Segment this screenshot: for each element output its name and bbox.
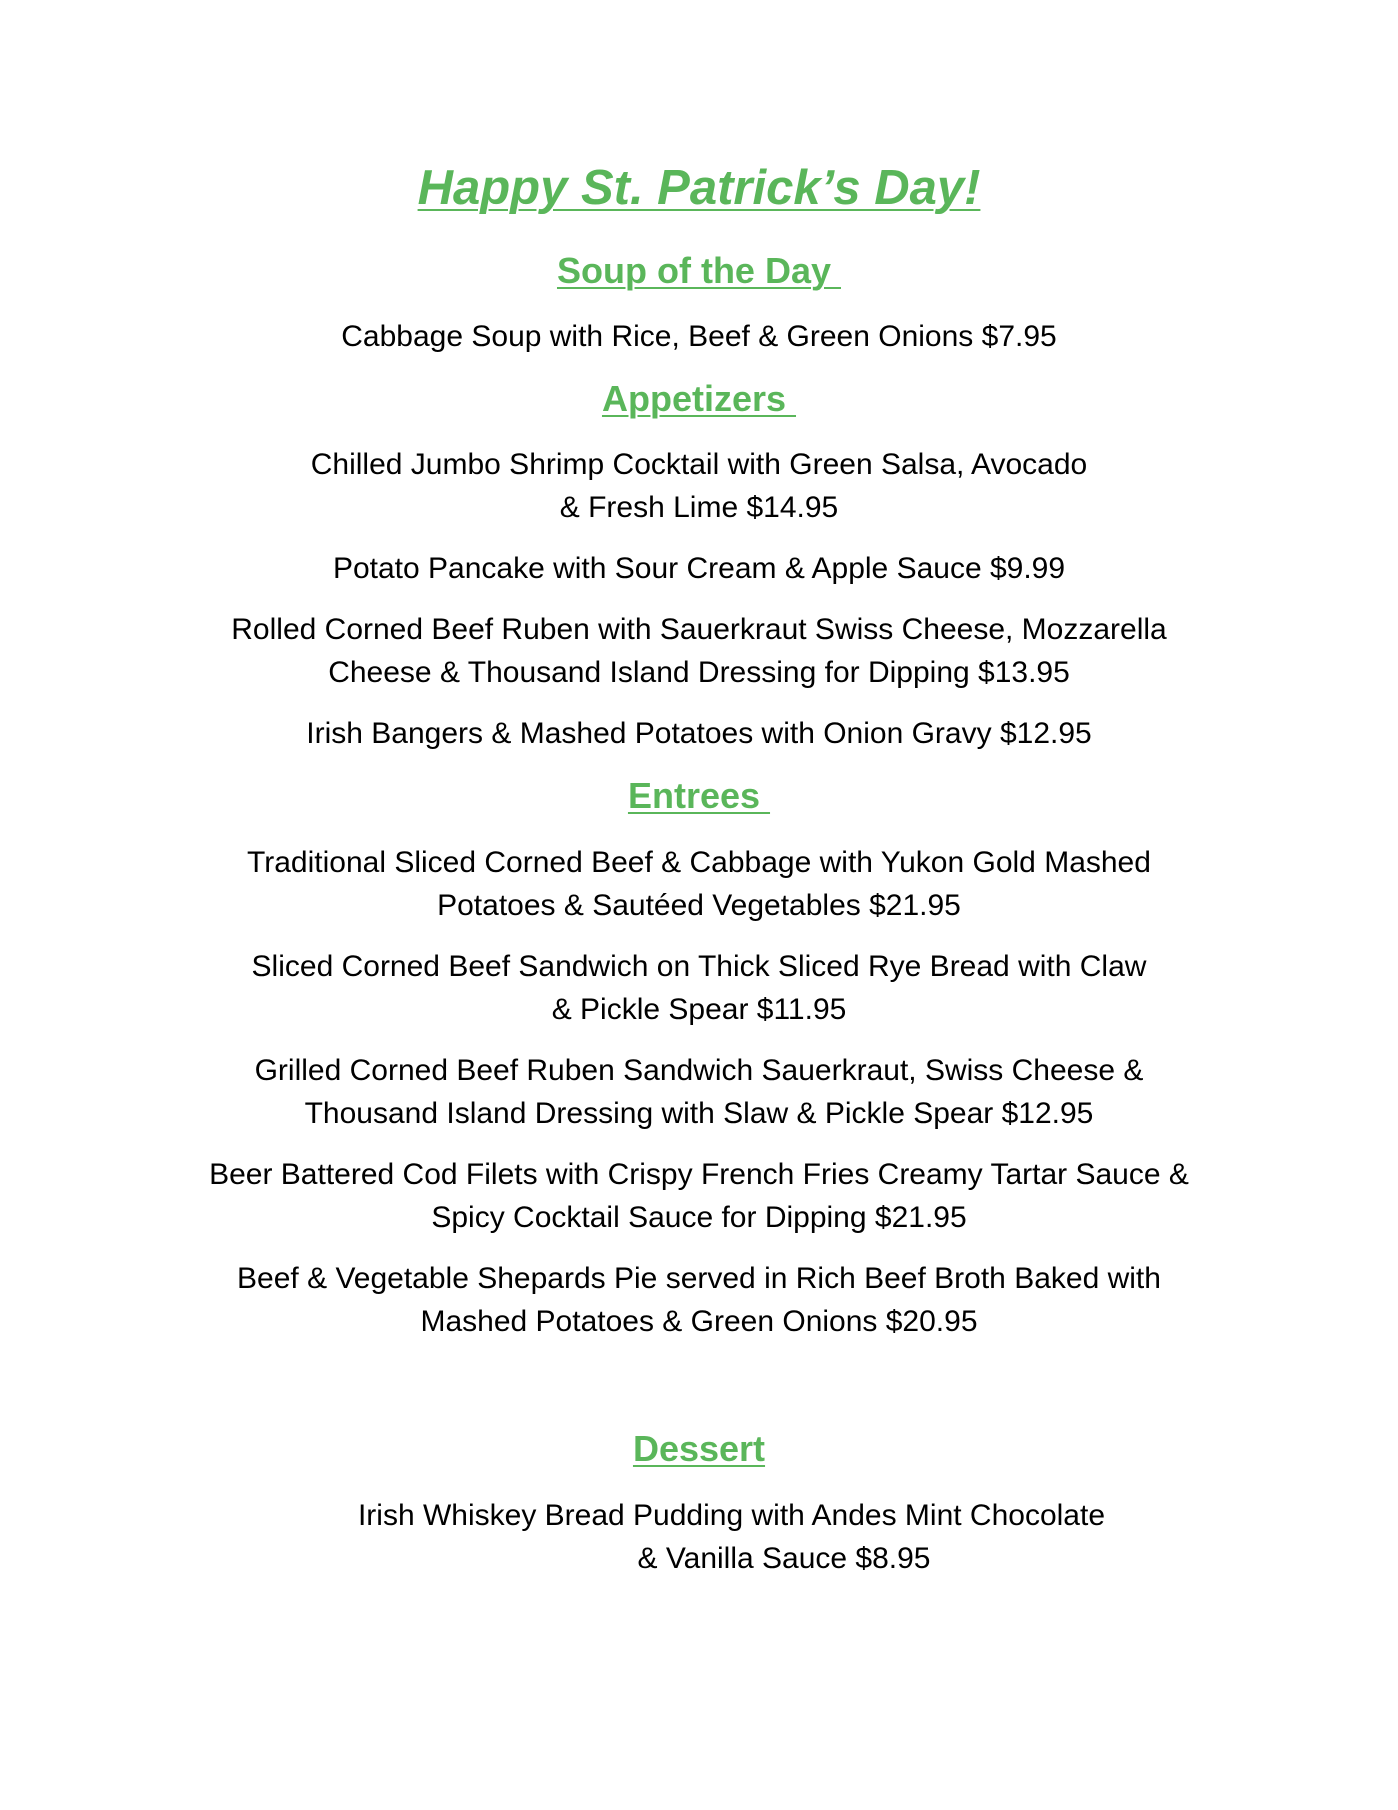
menu-item	[0, 841, 1398, 927]
menu-item-line: & Fresh Lime $14.95	[559, 491, 839, 524]
menu-item-line: Chilled Jumbo Shrimp Cocktail with Green Salsa, Avocado	[310, 448, 1088, 481]
menu-item-line: Mashed Potatoes & Green Onions $20.95	[420, 1305, 978, 1338]
menu-item	[0, 1494, 1398, 1580]
menu-item-line: Potatoes & Sautéed Vegetables $21.95	[437, 889, 961, 922]
menu-item-line: Spicy Cocktail Sauce for Dipping $21.95	[431, 1201, 967, 1234]
menu-item	[0, 1049, 1398, 1135]
menu-item-line: Irish Bangers & Mashed Potatoes with Onion Gravy $12.95	[306, 717, 1092, 750]
menu-item-line: Cabbage Soup with Rice, Beef & Green Onions $7.95	[341, 320, 1057, 353]
section-heading-soup: Soup of the Day	[556, 250, 841, 291]
menu-item	[0, 712, 1398, 755]
menu-item-line: Rolled Corned Beef Ruben with Sauerkraut Swiss Cheese, Mozzarella	[231, 613, 1167, 646]
section-heading-dessert: Dessert	[632, 1428, 766, 1469]
menu-item-line: Traditional Sliced Corned Beef & Cabbage with Yukon Gold Mashed	[247, 846, 1151, 879]
menu-item-line: Beer Battered Cod Filets with Crispy French Fries Creamy Tartar Sauce &	[209, 1158, 1189, 1191]
menu-item-line: & Pickle Spear $11.95	[551, 993, 847, 1026]
menu-item	[0, 608, 1398, 694]
menu-item	[0, 945, 1398, 1031]
menu-item	[0, 443, 1398, 529]
menu-item	[0, 1153, 1398, 1239]
section-heading-entrees: Entrees	[627, 775, 771, 816]
menu-item-line: Grilled Corned Beef Ruben Sandwich Sauerkraut, Swiss Cheese &	[254, 1054, 1144, 1087]
page-title: Happy St. Patrick’s Day!	[417, 161, 981, 215]
section-heading-appetizers: Appetizers	[601, 378, 797, 419]
menu-item	[0, 547, 1398, 590]
menu-item	[0, 1257, 1398, 1343]
menu-item-line: Thousand Island Dressing with Slaw & Pickle Spear $12.95	[304, 1097, 1094, 1130]
menu-item	[0, 315, 1398, 358]
menu-item-line: Irish Whiskey Bread Pudding with Andes Mint Chocolate	[357, 1499, 1106, 1532]
menu-item-line: Potato Pancake with Sour Cream & Apple Sauce $9.99	[332, 552, 1066, 585]
menu-item-line: Cheese & Thousand Island Dressing for Dipping $13.95	[328, 656, 1070, 689]
menu-item-line: Sliced Corned Beef Sandwich on Thick Sliced Rye Bread with Claw	[251, 950, 1147, 983]
menu-item-line: & Vanilla Sauce $8.95	[637, 1542, 931, 1575]
menu-item-line: Beef & Vegetable Shepards Pie served in Rich Beef Broth Baked with	[237, 1262, 1161, 1295]
